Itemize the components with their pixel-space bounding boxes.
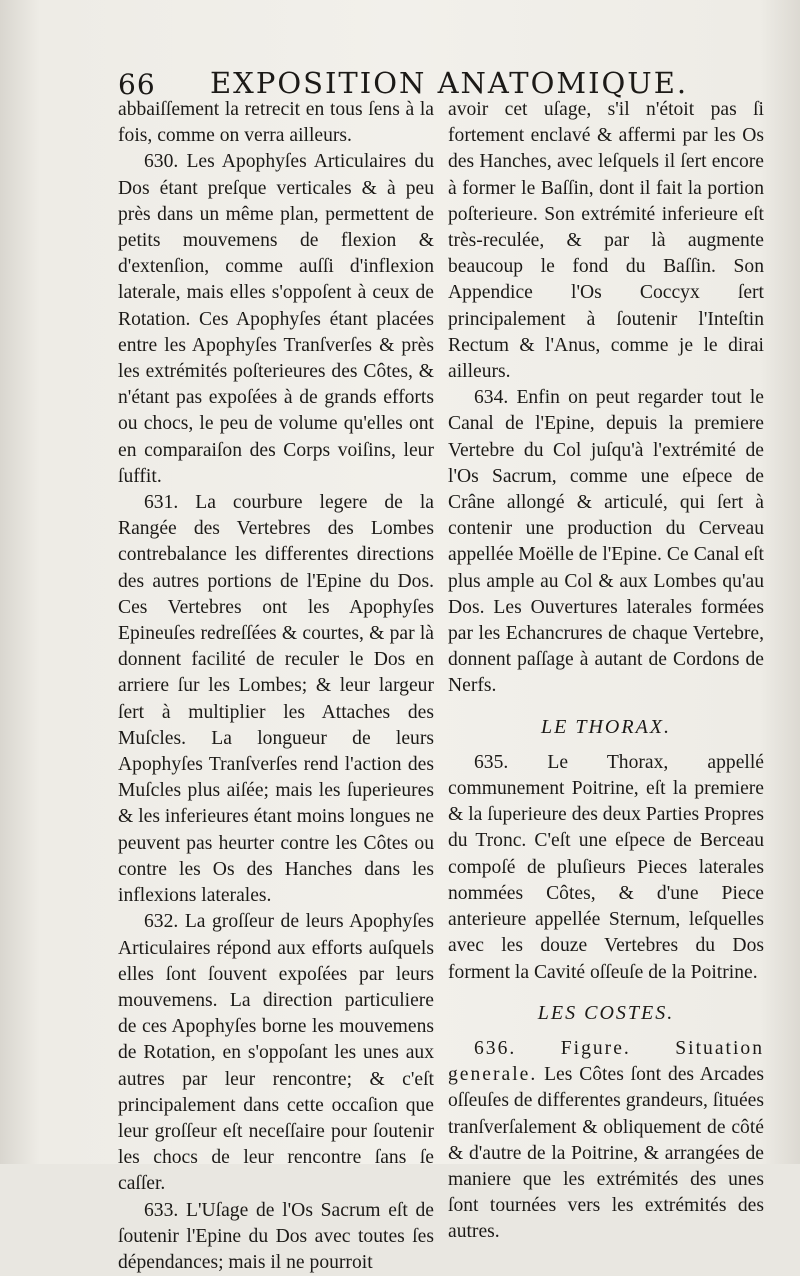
paragraph-634: 634. Enfin on peut regarder tout le Canal de l'Epine, depuis la premiere Vertebre du Col juſqu'à l'extrémité de l'Os Sacrum, comme une eſpece de Crâne allongé & articulé, qui ſert à contenir une production du Cerveau appellée Moëlle de l'Epine. Ce Canal eſt plus ample au Col & aux Lombes qu'au Dos. Les Ouvertures laterales formées par les Echancrures de chaque Vertebre, donnent paſſage à autant de Cordons de Nerfs.: [448, 387, 764, 697]
paragraph-631: 631. La courbure legere de la Rangée des Vertebres des Lombes contrebalance les differentes directions des autres portions de l'Epine du Dos. Ces Vertebres ont les Apophyſes Epineuſes redreſſées & courtes, & par là donnent facilité de reculer le Dos en arriere ſur les Lombes; & leur largeur ſert à multiplier les Attaches des Muſcles. La longueur de leurs Apophyſes Tranſverſes rend l'action des Muſcles plus aiſée; mais les ſuperieures & les inferieures étant moins longues ne peuvent pas heurter contre les Côtes ou contre les Os des Hanches dans les inflexions laterales.: [118, 492, 434, 907]
page-number: 66: [118, 68, 156, 101]
paragraph-635: 635. Le Thorax, appellé communement Poitrine, eſt la premiere & la ſuperieure des deux Parties Propres du Tronc. C'eſt une eſpece de Berceau compoſé de pluſieurs Pieces laterales nommées Côtes, & d'une Piece anterieure appellée Sternum, leſquelles avec les douze Vertebres du Dos forment la Cavité oſſeuſe de la Poitrine.: [448, 751, 764, 983]
paragraph-633-continued: avoir cet uſage, s'il n'étoit pas ſi fortement enclavé & affermi par les Os des Hanches, avec leſquels il ſert encore à former le Baſſin, dont il fait la portion poſterieure. Son extrémité inferieure eſt très-reculée, & par là augmente beaucoup le fond du Baſſin. Son Appendice l'Os Coccyx ſert principalement à ſoutenir l'Inteſtin Rectum & l'Anus, comme je le dirai ailleurs.: [448, 99, 764, 383]
left-column: [118, 97, 434, 1276]
paragraph-636-text: Les Côtes ſont des Arcades oſſeuſes de differentes grandeurs, ſituées tranſverſalement & obliquement de côté & d'autre de la Poitrine, & arrangées de maniere que les extrémités des unes ſont tournées vers les extrémités des autres.: [448, 1064, 764, 1243]
section-heading-thorax: LE THORAX.: [541, 715, 671, 738]
paragraph-633: 633. L'Uſage de l'Os Sacrum eſt de ſoutenir l'Epine du Dos avec toutes ſes dépendances; mais il ne pourroit: [118, 1199, 434, 1273]
running-head: [118, 62, 689, 102]
paragraph-continuation: abbaiſſement la retrecit en tous ſens à la fois, comme on verra ailleurs.: [118, 99, 434, 147]
paragraph-636: [448, 1036, 764, 1246]
paragraph-636-label: 636. Figure. Situation generale.: [448, 1037, 764, 1086]
paragraph-630: 630. Les Apophyſes Articulaires du Dos étant preſque verticales & à peu près dans un même plan, permettent de petits mouvemens de flexion & d'extenſion, comme auſſi d'inflexion laterale, mais elles s'oppoſent à ceux de Rotation. Ces Apophyſes étant placées entre les Apophyſes Tranſverſes & près les extrémités poſterieures des Côtes, & n'étant pas expoſées à de grands efforts ou chocs, le peu de volume qu'elles ont en comparaiſon des Corps voiſins, leur ſuffit.: [118, 151, 434, 487]
paragraph-632: 632. La groſſeur de leurs Apophyſes Articulaires répond aux efforts auſquels elles ſont ſouvent expoſées par leurs mouvemens. La direction particuliere de ces Apophyſes borne les mouvemens de Rotation, en s'oppoſant les unes aux autres par leur rencontre; & c'eſt principalement dans cette occaſion que leur groſſeur eſt neceſſaire pour ſoutenir les chocs de leur rencontre ſans ſe caſſer.: [118, 911, 434, 1195]
right-column: [448, 97, 764, 1246]
running-title: EXPOSITION ANATOMIQUE.: [210, 66, 689, 100]
section-heading-costes: LES COSTES.: [537, 1001, 675, 1024]
